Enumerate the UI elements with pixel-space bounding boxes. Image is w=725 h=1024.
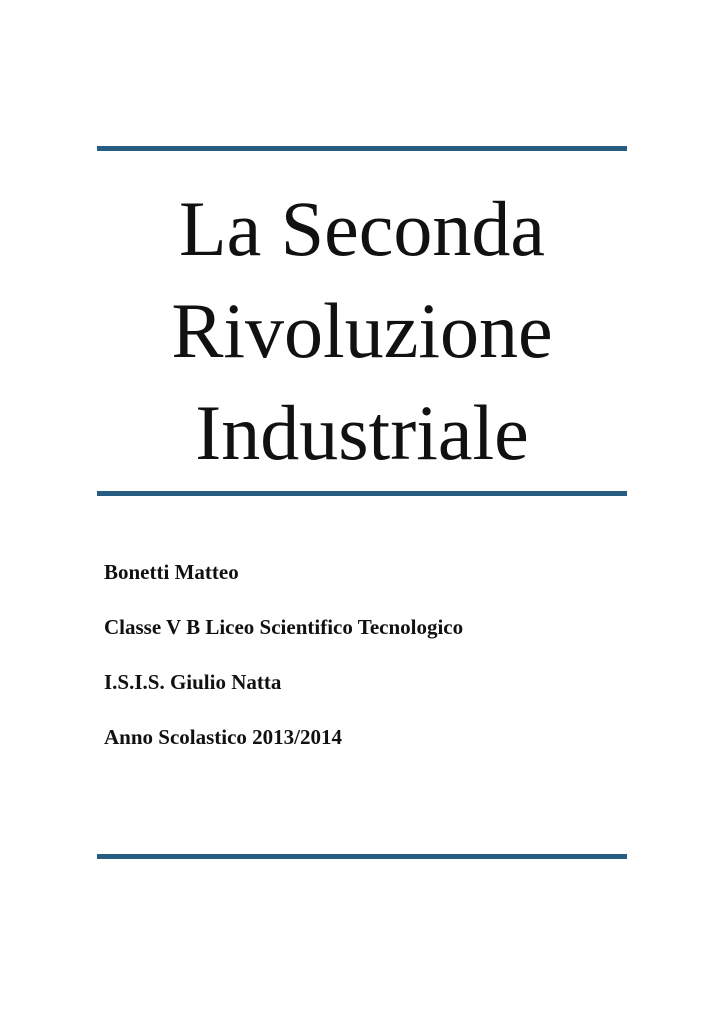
title-line-3: Industriale <box>195 389 529 476</box>
title-line-1: La Seconda <box>178 185 545 272</box>
top-divider <box>97 146 627 151</box>
school-name: I.S.I.S. Giulio Natta <box>104 670 282 694</box>
bottom-divider <box>97 854 627 859</box>
school-year: Anno Scolastico 2013/2014 <box>104 725 343 749</box>
cover-info-list <box>104 558 463 778</box>
title-line-2: Rivoluzione <box>171 287 553 374</box>
author-name: Bonetti Matteo <box>104 560 239 584</box>
class-name: Classe V B Liceo Scientifico Tecnologico <box>104 615 464 639</box>
document-title <box>97 178 627 484</box>
middle-divider <box>97 491 627 496</box>
